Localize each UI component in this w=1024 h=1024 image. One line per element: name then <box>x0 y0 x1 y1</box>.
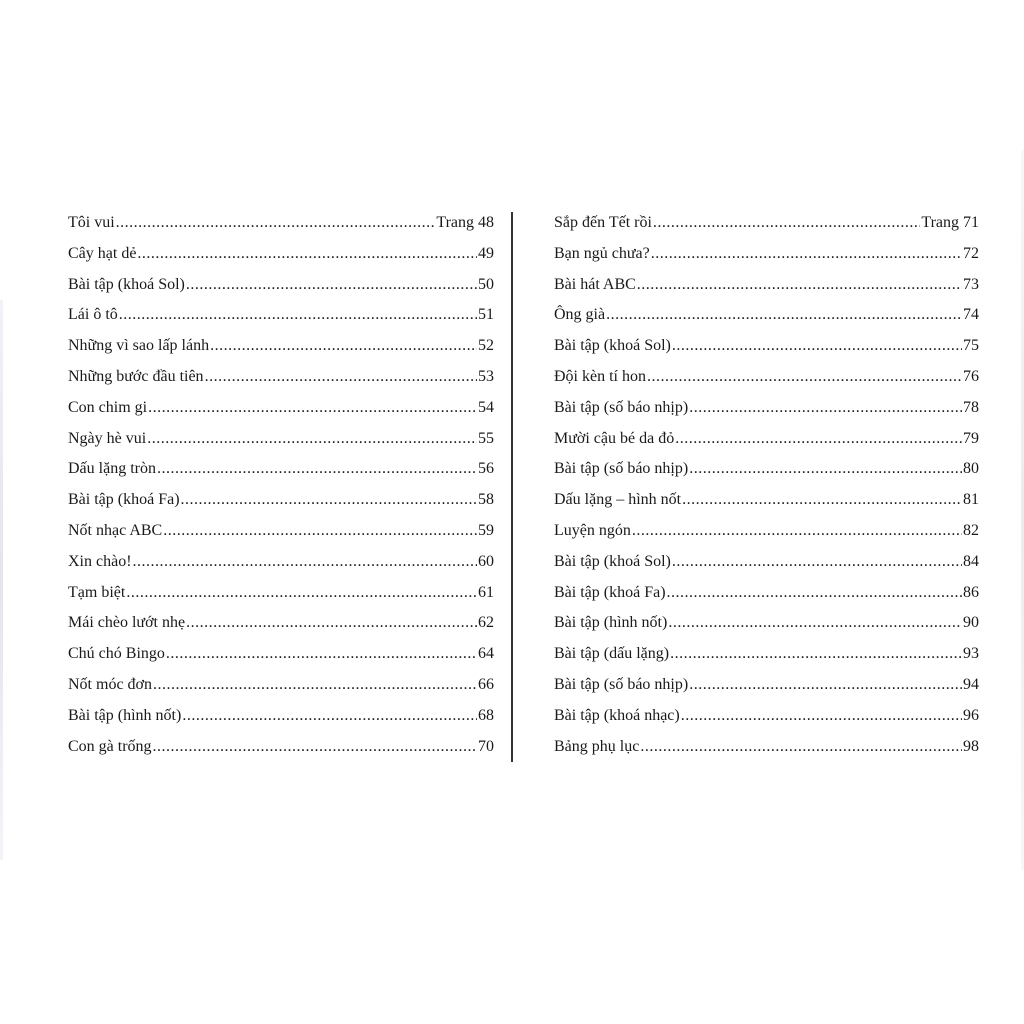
toc-entry-page: 75 <box>963 337 979 355</box>
toc-column-left <box>68 208 494 762</box>
toc-entry-page: 50 <box>478 275 494 293</box>
dot-leader <box>153 732 477 763</box>
toc-entry-page: 72 <box>963 244 979 262</box>
toc-entry <box>554 516 979 547</box>
toc-entry-title: Dấu lặng tròn <box>68 460 156 478</box>
dot-leader <box>689 454 962 485</box>
toc-entry-title: Những bước đầu tiên <box>68 367 204 385</box>
toc-entry-title: Mái chèo lướt nhẹ <box>68 614 186 632</box>
page-edge-left <box>0 300 3 860</box>
toc-entry-page: 81 <box>963 491 979 509</box>
dot-leader <box>147 424 477 455</box>
toc-entry <box>68 208 494 239</box>
toc-entry <box>554 608 979 639</box>
toc-entry-page: 80 <box>963 460 979 478</box>
toc-entry-page: 79 <box>963 429 979 447</box>
toc-entry <box>554 701 979 732</box>
toc-entry <box>68 270 494 301</box>
toc-entry <box>68 639 494 670</box>
toc-entry-title: Mười cậu bé da đỏ <box>554 429 675 447</box>
dot-leader <box>647 362 962 393</box>
toc-entry-title: Bài tập (số báo nhịp) <box>554 675 689 693</box>
toc-entry-page: 94 <box>963 675 979 693</box>
toc-entry-page: 51 <box>478 306 494 324</box>
toc-entry <box>554 208 979 239</box>
toc-entry-page: 96 <box>963 706 979 724</box>
toc-entry <box>554 547 979 578</box>
toc-entry <box>554 578 979 609</box>
toc-entry-title: Bạn ngủ chưa? <box>554 244 650 262</box>
toc-entry-title: Chú chó Bingo <box>68 645 165 663</box>
toc-entry <box>68 732 494 763</box>
toc-entry-title: Cây hạt dẻ <box>68 244 137 262</box>
toc-entry-title: Bài tập (khoá Fa) <box>554 583 666 601</box>
toc-entry <box>68 608 494 639</box>
toc-entry-page: 61 <box>478 583 494 601</box>
toc-entry-title: Con gà trống <box>68 737 152 755</box>
dot-leader <box>119 300 477 331</box>
toc-entry-title: Bài tập (hình nốt) <box>68 706 182 724</box>
toc-entry <box>68 362 494 393</box>
toc-entry-page: Trang 71 <box>921 214 979 231</box>
dot-leader <box>681 701 962 732</box>
toc-entry <box>68 516 494 547</box>
toc-entry <box>554 639 979 670</box>
dot-leader <box>672 331 962 362</box>
toc-entry-page: 49 <box>478 244 494 262</box>
dot-leader <box>632 516 962 547</box>
dot-leader <box>137 239 477 270</box>
dot-leader <box>210 331 477 362</box>
toc-entry <box>68 701 494 732</box>
dot-leader <box>637 270 962 301</box>
toc-entry <box>68 239 494 270</box>
dot-leader <box>689 393 962 424</box>
toc-entry-title: Bài tập (số báo nhịp) <box>554 460 689 478</box>
dot-leader <box>148 393 477 424</box>
toc-entry <box>554 362 979 393</box>
dot-leader <box>667 578 962 609</box>
dot-leader <box>689 670 962 701</box>
toc-entry-page: 74 <box>963 306 979 324</box>
toc-entry <box>68 454 494 485</box>
toc-entry <box>554 454 979 485</box>
toc-entry <box>68 393 494 424</box>
toc-entry-title: Lái ô tô <box>68 306 118 324</box>
toc-entry-title: Luyện ngón <box>554 521 631 539</box>
toc-entry <box>68 424 494 455</box>
toc-entry-page: 62 <box>478 614 494 632</box>
toc-entry-title: Ngày hè vui <box>68 429 147 447</box>
toc-entry-title: Dấu lặng – hình nốt <box>554 491 682 509</box>
dot-leader <box>653 208 920 239</box>
toc-entry-title: Bài hát ABC <box>554 275 636 293</box>
toc-entry <box>554 424 979 455</box>
toc-entry-title: Bài tập (khoá Sol) <box>68 275 185 293</box>
toc-entry-page: 58 <box>478 491 494 509</box>
toc-entry-page: 76 <box>963 367 979 385</box>
dot-leader <box>672 547 962 578</box>
toc-entry-title: Xin chào! <box>68 552 132 570</box>
toc-entry-page: Trang 48 <box>436 214 494 231</box>
dot-leader <box>182 701 477 732</box>
toc-entry <box>554 300 979 331</box>
dot-leader <box>670 639 962 670</box>
dot-leader <box>116 208 436 239</box>
toc-entry-page: 68 <box>478 706 494 724</box>
toc-entry-title: Tạm biệt <box>68 583 126 601</box>
dot-leader <box>163 516 477 547</box>
toc-entry <box>554 732 979 763</box>
toc-entry-title: Đội kèn tí hon <box>554 367 646 385</box>
toc-entry <box>554 393 979 424</box>
toc-entry-page: 64 <box>478 645 494 663</box>
toc-entry-page: 86 <box>963 583 979 601</box>
toc-entry-page: 98 <box>963 737 979 755</box>
toc-entry-title: Bài tập (khoá Fa) <box>68 491 180 509</box>
dot-leader <box>205 362 477 393</box>
toc-entry-title: Bài tập (khoá Sol) <box>554 552 671 570</box>
column-divider <box>511 212 513 762</box>
toc-entry-page: 84 <box>963 552 979 570</box>
toc-entry <box>68 578 494 609</box>
toc-entry-title: Nốt nhạc ABC <box>68 521 163 539</box>
toc-column-right <box>554 208 979 762</box>
toc-entry-page: 54 <box>478 398 494 416</box>
dot-leader <box>181 485 477 516</box>
toc-entry-page: 59 <box>478 521 494 539</box>
toc-entry <box>554 485 979 516</box>
toc-entry-page: 70 <box>478 737 494 755</box>
toc-entry-title: Bài tập (khoá Sol) <box>554 337 671 355</box>
toc-entry-title: Ông già <box>554 306 606 324</box>
toc-entry-title: Bài tập (số báo nhịp) <box>554 398 689 416</box>
toc-entry-title: Tôi vui <box>68 214 115 231</box>
toc-entry-title: Bài tập (dấu lặng) <box>554 645 670 663</box>
toc-entry <box>68 547 494 578</box>
toc-entry-page: 93 <box>963 645 979 663</box>
toc-entry-page: 73 <box>963 275 979 293</box>
toc-entry-title: Bài tập (khoá nhạc) <box>554 706 680 724</box>
toc-entry-page: 82 <box>963 521 979 539</box>
dot-leader <box>126 578 477 609</box>
toc-entry <box>554 270 979 301</box>
dot-leader <box>166 639 477 670</box>
toc-entry-page: 53 <box>478 367 494 385</box>
dot-leader <box>682 485 962 516</box>
toc-entry-title: Bảng phụ lục <box>554 737 640 755</box>
toc-entry-title: Sắp đến Tết rồi <box>554 214 652 231</box>
toc-entry-page: 56 <box>478 460 494 478</box>
toc-entry <box>68 670 494 701</box>
toc-entry-title: Nốt móc đơn <box>68 675 153 693</box>
dot-leader <box>651 239 962 270</box>
dot-leader <box>675 424 962 455</box>
toc-entry <box>554 239 979 270</box>
toc-entry-page: 90 <box>963 614 979 632</box>
toc-entry-title: Những vì sao lấp lánh <box>68 337 210 355</box>
toc-entry-title: Bài tập (hình nốt) <box>554 614 668 632</box>
toc-entry-page: 55 <box>478 429 494 447</box>
toc-entry-page: 66 <box>478 675 494 693</box>
toc-entry-page: 60 <box>478 552 494 570</box>
toc-entry-page: 52 <box>478 337 494 355</box>
dot-leader <box>668 608 962 639</box>
toc-entry <box>68 485 494 516</box>
dot-leader <box>133 547 477 578</box>
toc-entry <box>68 300 494 331</box>
toc-entry <box>554 331 979 362</box>
toc-entry-page: 78 <box>963 398 979 416</box>
toc-entry <box>554 670 979 701</box>
dot-leader <box>606 300 962 331</box>
dot-leader <box>640 732 962 763</box>
dot-leader <box>157 454 477 485</box>
toc-entry <box>68 331 494 362</box>
dot-leader <box>186 608 477 639</box>
dot-leader <box>153 670 477 701</box>
toc-entry-title: Con chim gi <box>68 398 148 416</box>
dot-leader <box>186 270 477 301</box>
